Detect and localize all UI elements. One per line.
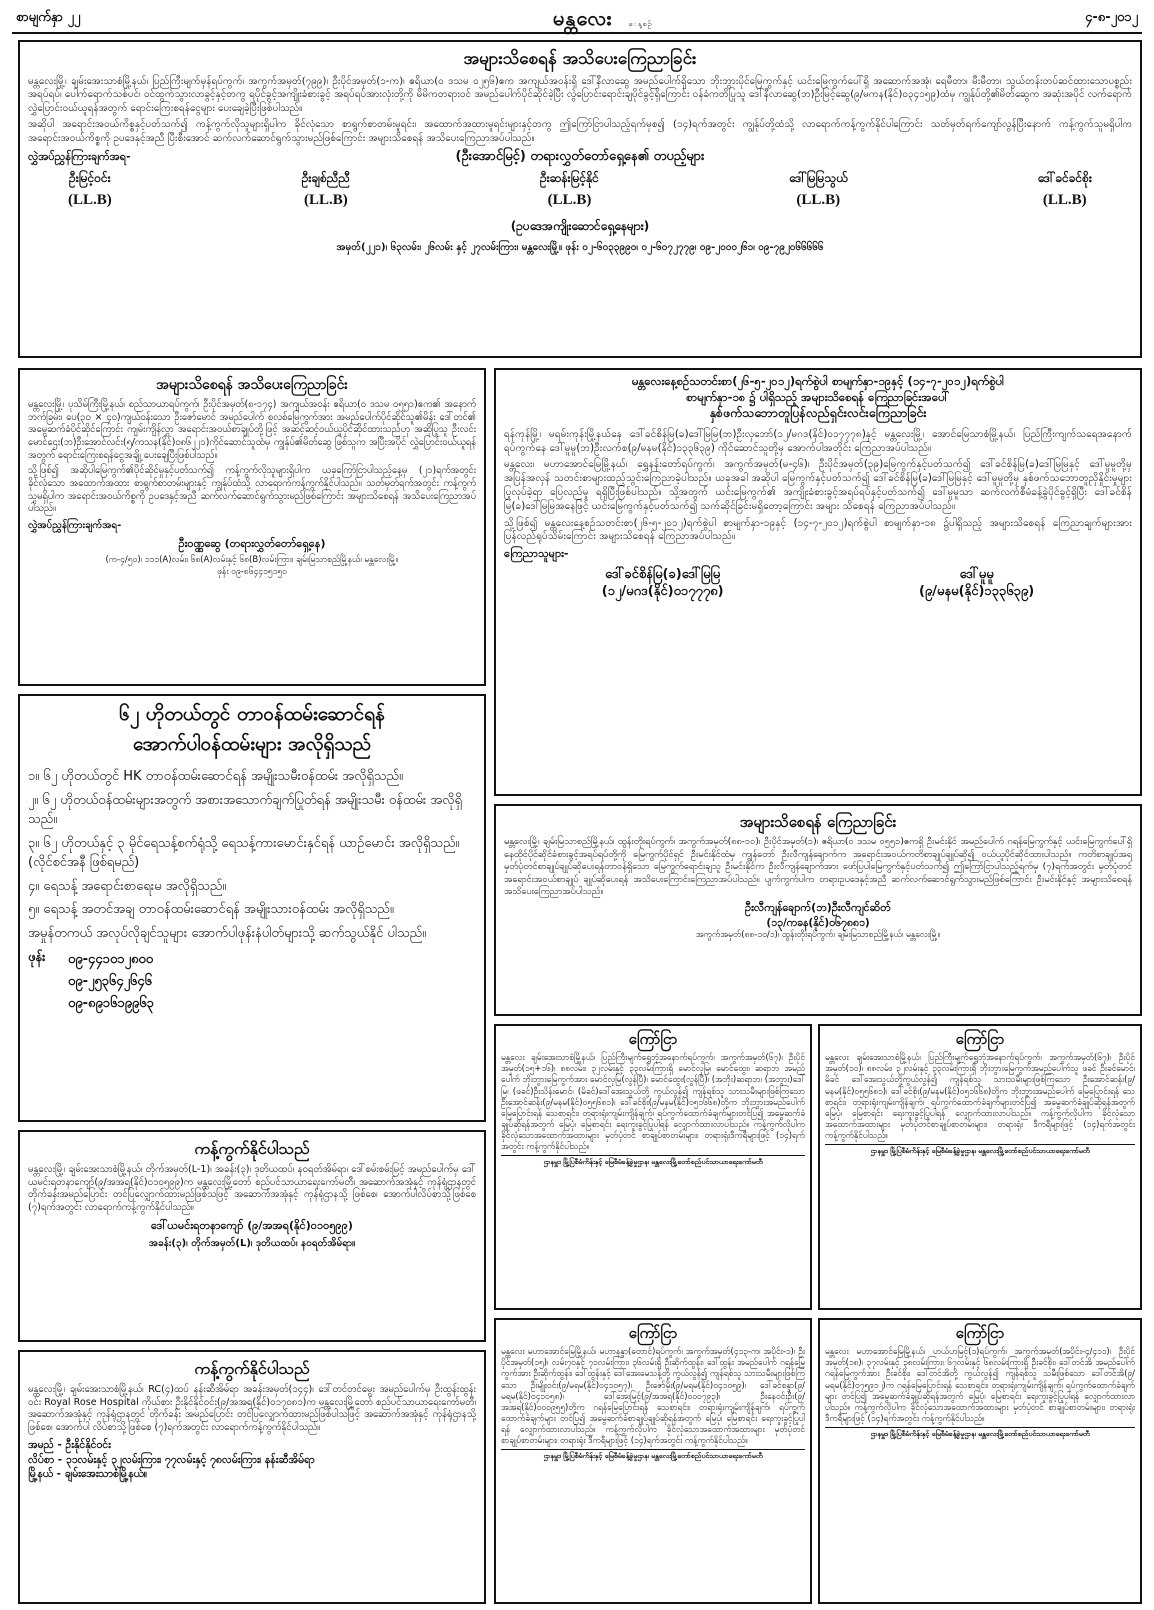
signer-address: (က-၄/၅၀)၊ ၁၁၁(A)လမ်း၊ ၆၈(A)လမ်းနှင့် ၆၈(B)လမ်းကြား၊ ချမ်းမြသာစည်မြို့နယ်၊ မန္တလေးမြို့။ — [105, 555, 399, 566]
lawyer-degree: (LL.B) — [68, 192, 112, 209]
retraction-heading: နှစ်ဖက်သဘောတူပြန်လည်ရှင်းလင်းကြေညာခြင်း — [709, 405, 927, 421]
small-ad — [494, 1318, 812, 1604]
lawyer-name: ဒေါ်မြမြသွယ် — [788, 170, 848, 185]
authorization-label: လွှဲအပ်ညွှန်ကြားချက်အရ- — [28, 149, 131, 163]
phone-list — [68, 949, 154, 1015]
lawyer-name: ဦးချစ်ညီညီ — [301, 170, 351, 185]
notice-paragraph: အဆိုပါ အရောင်းအဝယ်ကိစ္စနှင့်ပတ်သက်၍ ကန့်ကွက်လိုသူများရှိပါက ခိုင်လုံသော စာရွက်စာတမ်းမူရင်း၊ အထောက်အထားမူရင်းများနှင့်တကွ ဤကြော်ငြာပါသည့်ရက်မှစ၍ (၁၄)ရက်အတွင်း ကျွန်ုပ်တို့ထံသို့ လာရောက်ကန့်ကွက်နိုင်ပါကြောင်း သတ်မှတ်ရက်ကျော်လွန်ပြီးနောက် ကန့်ကွက်သူမရှိပါက အရောင်းအဝယ်ကိစ္စကို ဥပဒေနှင့်အညီ ပြီးစီးအောင် ဆက်လက်ဆောင်ရွက်သွားမည်ဖြစ်ကြောင်း အများသိစေရန် အသိပေးကြေညာအပ်ပါသည်။ — [28, 119, 1132, 144]
office-address: အမှတ်(၂၂၁)၊ ၆၃လမ်း၊ ၂၆လမ်း နှင့် ၂၇လမ်းကြား၊ မန္တလေးမြို့။ ဖုန်း ၀၂-၆၀၃၃၉၉၀၊ ၀၂-၆၀၇၂၇၇၉၊ ၀၉-၂၀၀၀၂၆၁၊ ၀၉-၇၉၂၀၆၆၆၆၆ — [336, 241, 824, 253]
notice-title: ကန့်ကွက်နိုင်ပါသည် — [194, 1139, 310, 1158]
notice-paragraph: မန္တလေးမြို့၊ ပုသိမ်ကြီးမြို့နယ်၊ စည်သာယာရပ်ကွက်၊ ဦးပိုင်အမှတ်(၈-၁၇၄) အကျယ်အဝန်း ဧရိယာ(၀ ဒသမ ၀၅၅၁)ဧက၏ အနောက်ဘက်ခြမ်း၊ ပေ(၃၀ × ၄၀)ကျယ်ဝန်းသော ဦးဇော်မောင် အမည်ပေါက် စလစ်မြေကွက်အား အမည်ပေါက်ပိုင်ဆိုင်သူ၏မိန်း ဒေါ်တင်၏ အမွေဆက်ခံပိုင်ဆိုင်ကြောင်း ကျမ်းကျိန်လွှာ အရောင်းအဝယ်စာချုပ်တို့ဖြင့် အဆင့်ဆင့်ဝယ်ယူပိုင်ဆိုင်ထားသည်ဟု အဆိုပြုသူ ဦးလင်းမောင်ဌေး(ဘ)ဦးအောင်လင်း(၅/ကသန(နိုင်)၀၈၆၂၂၁)ကိုင်ဆောင်သူထံမှ ကျွန်ုပ်၏မိတ်ဆွေ ဖြစ်သူက အပြီးအပိုင် လွှဲပြောင်းဝယ်ယူရန်အတွက် ရောင်းကြေးစရန်ငွေအချို့ ပေးချေပြီးဖြစ်ပါသည်။ — [28, 398, 476, 461]
logo-text: မန္တလေး — [552, 5, 613, 30]
announcer-id: (၉/မနမ(နိုင်)၁၃၃၆၃၉) — [919, 584, 1035, 600]
notice-paragraph: သို့ဖြစ်၍ အဆိုပါမြေကွက်၏ပိုင်ဆိုင်မှုနှင့်ပတ်သက်၍ ကန့်ကွက်လိုသူများရှိပါက ယခုကြော်ငြာပါသည့်နေ့မှ (၂၁)ရက်အတွင်း ခိုင်လုံသော အထောက်အထား စာရွက်စာတမ်းများနှင့် ကျွန်ုပ်ထံသို့ လာရောက်ကန့်ကွက်နိုင်ပါသည်။ သတ်မှတ်ရက်အတွင်း ကန့်ကွက်သူမရှိပါက အရောင်းအဝယ်ကိစ္စကို ဥပဒေနှင့်အညီ ဆက်လက်ဆောင်ရွက်သွားမည်ဖြစ်ကြောင်း အများသိစေရန် အသိပေးကြေညာအပ်ပါသည်။ — [28, 465, 476, 515]
small-ad-body: မန္တလေး မဟာအောင်မြေမြို့နယ်၊ ဟယ်ဟမြင့်(၁)ရပ်ကွက်၊ အကွက်အမှတ်(အပိုင်း-၄/၄၁၁)၊ ဦးပိုင်အမှတ်(၁၈)၊ ၃၇လမ်းနှင့် ၃၈လမ်းကြား၊ ၆၇လမ်းနှင့် ၆၈လမ်းကြားရှိ ဦးခင်စိုး၊ ဒေါ်တင်အိ အမည်ပေါက် ဂရန်မြေကွက်အား ဦးခင်စိုး၊ ဒေါ်တင်အိတို့ ကွယ်လွန်၍ ကျန်ရစ်သူ သမီးဖြစ်သော ဒေါ်တင်အိ(၉/မရမ(နိုင်)၀၇၅၉၁၂)က ဂရန်မြေပြောင်းရန် သေစာရင်း၊ တရားရုံးကျမ်းကျိန်ချက်၊ ရပ်ကွက်ထောက်ခံချက်များ တင်ပြ၍ အမွေဆက်ခံချုပ်ဆိုရန်အတွက် မြေပုံ၊ မြေစာရင်း ရေးကူးခွင့်ပြုပါရန် လျှောက်ထားလာပါသည်။ ကန့်ကွက်လိုပါက ခိုင်လုံသောအထောက်အထားများ မှတ်ပုံတင် စာချုပ်စာတမ်းများ၊ တရားရုံး ဒီကရီများဖြင့် (၁၄)ရက်အတွင်း ကန့်ကွက်နိုင်ပါသည်။ — [825, 1346, 1135, 1423]
job-ad-title: ၆၂ ဟိုတယ်တွင် တာဝန်ထမ်းဆောင်ရန် — [119, 703, 385, 725]
notice-public-announcement-3 — [494, 804, 1142, 1016]
small-ad-footer: ဌာနမှူး၊ မြို့ပြစီမံကိန်းနှင့် မြေစီမံခန့်ခွဲမှုဌာန၊ မန္တလေးမြို့တော်စည်ပင်သာယာရေးကော်မတီ — [501, 1449, 805, 1461]
announcer-name: ဒေါ်ခင်စိန်မြ(ခ)ဒေါ်မြမြ — [605, 566, 721, 582]
job-item: ၁။ ၆၂ ဟိုတယ်တွင် HK တာဝန်ထမ်းဆောင်ရန် အမျိုးသမီးဝန်ထမ်း အလိုရှိသည်။ — [28, 769, 403, 785]
lawyer-degree: (LL.B) — [547, 192, 592, 209]
job-item: အမှုန်တကယ် အလုပ်လိုချင်သူများ အောက်ပါဖုန်းနံပါတ်များသို့ ဆက်သွယ်နိုင် ပါသည်။ — [28, 925, 427, 941]
objection-notice-2 — [18, 1350, 486, 1604]
announcers — [504, 566, 1132, 601]
issue-date: ၄-၈-၂၀၁၂ — [1085, 10, 1138, 26]
lawyers-subtitle: (ဥပဒေအကျိုးဆောင်ရှေ့နေများ) — [510, 219, 650, 234]
announcer-id: (၁၂/မဂဒ(နိုင်)၀၁၇၇၇၈) — [601, 584, 724, 600]
applicant-name: အမည် - ဦးနိုင်နိုင်ဝင်း — [28, 1439, 111, 1452]
lawyer-degree: (LL.B) — [796, 192, 841, 209]
notice-title: အများသိစေရန် ကြေညာခြင်း — [739, 813, 897, 831]
law-office-name: (ဦးအောင်မြင့်) တရားလွှတ်တော်ရှေ့နေ၏ တပည့်များ — [455, 149, 705, 165]
announcer — [919, 566, 1034, 601]
lawyer-entry — [1038, 170, 1092, 210]
retraction-notice — [494, 368, 1142, 796]
small-ad-title: ကြော်ငြာ — [628, 1030, 678, 1048]
phone-number: ၀၉-၄၄၁၀၁၂၈၀၀ — [68, 952, 154, 968]
phone-number: ၀၉-၈၉၁၆၁၉၉၆၃ — [68, 996, 154, 1012]
small-ad — [818, 1318, 1142, 1604]
signer-address: အကွက်အမှတ်(၈၈-၁၀/၁)၊ ထွန်းတိုးရပ်ကွက်၊ ချမ်းမြသာစည်မြို့နယ်၊ မန္တလေးမြို့။ — [695, 930, 941, 941]
applicant-township: မြို့နယ် - ချမ်းအေးသာစံမြို့နယ်။ — [28, 1467, 148, 1480]
lawyer-list — [28, 170, 1132, 210]
job-item: ၄။ ရေသန့် အရောင်းစာရေးမ အလိုရှိသည်။ — [28, 878, 227, 894]
small-ad-footer: ဌာနမှူး၊ မြို့ပြစီမံကိန်းနှင့် မြေစီမံခန့်ခွဲမှုဌာန၊ မန္တလေးမြို့တော်စည်ပင်သာယာရေးကော်မတီ — [825, 1427, 1135, 1439]
lawyer-entry — [302, 170, 350, 210]
newspaper-logo — [541, 5, 653, 32]
objection-notice-1 — [18, 1130, 486, 1342]
retraction-heading: စာမျက်နှာ-၁၈ ၌ ပါရှိသည့် အများသိစေရန် ကြေညာခြင်းအပေါ် — [686, 389, 950, 404]
lawyer-degree: (LL.B) — [1042, 192, 1087, 209]
page-number: စာမျက်နှာ ၂၂ — [16, 10, 81, 26]
small-ad-title: ကြော်ငြာ — [628, 1324, 678, 1342]
lawyer-entry — [68, 170, 112, 210]
signer-phone: ဖုန်း ၀၉-၈၆၄၄၁၅၁၅၀ — [217, 566, 287, 577]
job-ad-subtitle: အောက်ပါဝန်ထမ်းများ အလိုရှိသည် — [132, 732, 372, 755]
small-ad-body: မန္တလေး မဟာအောင်မြေမြို့နယ်၊ မဟာနန္ဒာ(တောင်)ရပ်ကွက်၊ အကွက်အမှတ်(၄၁၃-က၊ အပိုင်း-၁)၊ ဦးပိုင်အမှတ်(၁၅)၊ လမ်း၇၀နှင့် ၇၁လမ်းကြား၊ ၃၆လမ်းရှိ ဦးဆိုက်ထွန်း၊ ဒေါ်ထွန်း အမည်ပေါက် ဂရန်မြေကွက်အား ဦးဆိုက်ထွန်း၊ ဒေါ်ထွန်းနှင့် ဒေါ်အေးမေသန့်တို့ ကွယ်လွန်၍ ကျန်ရစ်သူ သားသမီးများဖြစ်ကြသော ဦးမျိုးဝင်း(၉/မရမ(နိုင်)၀၄၁၀၅၇)၊ ဦးဇော်မိုး(၉/မရမ(နိုင်)၀၄၁၀၅၉)၊ ဒေါ်ခင်စန္ဒာ(၉/မရမ(နိုင်)၀၄၁၀၅၈)၊ ဒေါ်အေးမြင့်(၉/အအရ(နိုင်)၀၀၀၇၉၃)၊ ဦးနေဝင်းဦး(၉/အအရ(နိုင်)၀၀၀၉၅၅)တို့က ဂရန်မြေပြောင်းရန် သေစာရင်း၊ တရားရုံးကျမ်းကျိန်ချက်၊ ရပ်ကွက်ထောက်ခံချက်များ တင်ပြ၍ အမွေဆက်ခံစာချုပ်ချုပ်ဆိုရန်အတွက် မြေပုံ၊ မြေစာရင်း ရေးကူးခွင့်ပြုပါရန် လျှောက်ထားလာပါသည်။ ကန့်ကွက်လိုပါက ခိုင်လုံသောအထောက်အထားများ မှတ်ပုံတင် စာချုပ်စာတမ်းများ၊ တရားရုံး ဒီကရီများဖြင့် (၁၄)ရက်အတွင်း ကန့်ကွက်နိုင်ပါသည်။ — [501, 1346, 805, 1445]
lawyer-entry — [789, 170, 848, 210]
announcers-label: ကြေညာသူများ- — [504, 547, 569, 561]
signer-name: ဦးလီကျန်ချောက်(ဘ)ဦးလီကျင်ဆိတ် — [745, 901, 891, 915]
notice-public-announcement-1 — [18, 40, 1142, 358]
notice-paragraph: မန္တလေးမြို့၊ ချမ်းအေးသာစံမြို့နယ်၊ တိုက်အမှတ်(L-1)၊ အခန်း(၃)၊ ဒုတိယထပ်၊ နဝရတ်အိမ်ရာ၊ ဒေါ်စမ်းစမ်းမြင့် အမည်ပေါက်မှ ဒေါ်ယမင်းရတနာကျော်(၉/အအရ(နိုင်)၀၁၀၅၉၉)က မန္တလေးမြို့တော် စည်ပင်သာယာရေးကော်မတီ၊ အဆောက်အအုံနှင့် ကုန်ရုံဌာနတွင် တိုက်ခန်းအမည်ပြောင်း တင်ပြလျှောက်ထားမည်ဖြစ်သဖြင့် အဆောက်အအုံနှင့် ကုန်ရုံဌာနသို့ ဖြစ်စေ၊ အောက်ပါလိပ်စာသို့ဖြစ်စေ (၇)ရက်အတွင်း လာရောက်ကန့်ကွက်နိုင်ပါသည်။ — [28, 1163, 476, 1214]
signer-name: ဦးဝဏ္ဏဆွေ (တရားလွှတ်တော်ရှေ့နေ) — [178, 536, 326, 550]
small-ad-title: ကြော်ငြာ — [955, 1030, 1005, 1048]
announcer — [602, 566, 724, 601]
job-item: ၃။ ၆၂ ဟိုတယ်နှင့် ၃ မိုင်ရေသန့်စက်ရုံသို့ ရေသန့်ကားမောင်းနှင်ရန် ယာဉ်မောင်း အလိုရှိသည်။ (လိုင်စင်အနီ ဖြစ်ရမည်) — [28, 835, 460, 871]
signer-id: (၁၃/ကခန(နိုင်)၀၆၇၈၈၁) — [766, 917, 870, 930]
signer-name: ဒေါ်ယမင်းရတနာကျော် (၉/အအရ(နိုင်)၀၁၀၅၉၉) — [151, 1219, 353, 1233]
notice-paragraph: ရန်ကုန်မြို့၊ မရမ်းကုန်းမြို့နယ်နေ ဒေါ်ခင်စိန်မြ(ခ)ဒေါ်မြမြ(ဘ)ဦးလှဘော်(၁၂/မဂဒ(နိုင်)၀၁၇၇၇၈)နှင့် မန္တလေးမြို့၊ အောင်မြေသာစံမြို့နယ်၊ ပြည်ကြီးကျက်သရေအနောက်ရပ်ကွက်နေ ဒေါ်မူမူ(ဘ)ဦးလက်စ(၉/မနမ(နိုင်)၁၃၃၆၃၉) ကိုင်ဆောင်သူတို့မှ အောက်ပါအတိုင်း ကြေညာအပ်ပါသည်။ — [504, 428, 1132, 454]
announcer-name: ဒေါ်မူမူ — [959, 566, 994, 582]
notice-paragraph: သို့ဖြစ်၍ မန္တလေးနေ့စဉ်သတင်းစာ(၂၆-၅-၂၀၁၂)ရက်စွဲပါ စာမျက်နှာ-၁၉နှင့် (၁၄-၇-၂၀၁၂)ရက်စွဲပါ စာမျက်နှာ-၁၈ ၌ပါရှိသည့် အများသိစေရန် ကြေညာချက်များအား ပြန်လည်ရုပ်သိမ်းကြောင်း အများသိစေရန် ကြေညာအပ်ပါသည်။ — [504, 517, 1132, 543]
small-ad — [818, 1024, 1142, 1310]
lawyer-entry — [540, 170, 599, 210]
small-ad-body: မန္တလေး ချမ်းအေးသာစံမြို့နယ်၊ ပြည်ကြီးမျက်ရွှေဘုံအနောက်ရပ်ကွက်၊ အကွက်အမှတ်(၆၇)၊ ဦးပိုင်အမှတ်(၁၀)၊ ၈၈လမ်း၊ ၃၂လမ်းနှင့် ၃၃လမ်းကြားရှိ ဘိုးဘွားမြေကွက်အမည်ပေါက်သူ ဖခင် ဦးခင်မောင်၊ မိခင် ဒေါ်အေးသွယ်တို့ကွယ်လွန်၍ ကျန်ရစ်သူ သားသမီးများဖြစ်ကြသော ဦးအောင်ဆန်း(၉/မနမ(နိုင်)၀၅၅၆၈၁)၊ ဒေါ်ခင်စိုး(၉/မနမ(နိုင်)၀၅၁၆၆၈)တို့က ဘိုးဘွားအမည်ပေါက် မြေပြောင်းရန် သေစာရင်း၊ တရားရုံးကျမ်းကျိန်ချက်၊ ရပ်ကွက်ထောက်ခံချက်များတင်ပြ၍ အမွေဆက်ခံချုပ်ဆိုရန်အတွက် မြေပုံ၊ မြေစာရင်း ရေးကူးခွင့်ပြုပါရန် လျှောက်ထားလာပါသည်။ ကန့်ကွက်လိုပါက ခိုင်လုံသောအထောက်အထားများ မှတ်ပုံတင်စာချုပ်စာတမ်းများ၊ တရားရုံး ဒီကရီများဖြင့် (၁၄)ရက်အတွင်း ကန့်ကွက်နိုင်ပါသည်။ — [825, 1052, 1135, 1140]
notice-paragraph: မန္တလေးမြို့၊ ချမ်းမြသာစည်မြို့နယ်၊ ထွန်းတိုးရပ်ကွက်၊ အကွက်အမှတ်(၈၈-၁၀)၊ ဦးပိုင်အမှတ်(၁)၊ ဧရိယာ(၀ ဒသမ ၀၅၅၁)ဧကရှိ ဦးမင်းနိုင် အမည်ပေါက် ဂရန်မြေကွက်နှင့် ယင်းမြေကွက်ပေါ်ရှိ နေထိုင်ပိုင်ဆိုင်ခံစားခွင့်အရပ်ရပ်တို့ကို မြေကွက်ပိုင်ရှင် ဦးမင်းနိုင်ထံမှ ကျွန်တော် ဦးလီကျန်ချောက်က အရောင်းအဝယ်ကတိစာချုပ်ချုပ်ဆို၍ ဝယ်ယူပိုင်ဆိုင်ထားပါသည်။ ကတိစာချုပ်အရ မှတ်ပုံတင်စာချုပ်ချုပ်ဆိုပေးရန်တာဝန်ရှိသော မြေကွက်ရောင်းချသူ ဦးမင်းနိုင်က ဦးလီကျန်ချောက်အား ဖော်ပြပါမြေကွက်နှင့်ပတ်သက်၍ ဤကြော်ငြာပါသည့်ရက်မှ (၇)ရက်အတွင်း မှတ်ပုံတင်အရောင်းအဝယ်စာချုပ် ချုပ်ဆိုပေးရန် အသိပေးကြောင်းကြေညာအပ်ပါသည်။ ပျက်ကွက်ပါက တရားဥပဒေနှင့်အညီ ဆက်လက်ဆောင်ရွက်သွားမည်ဖြစ်ကြောင်း ဦးမင်းနိုင်နှင့် အများသိစေရန် အသိပေးကြေညာအပ်ပါသည်။ — [504, 836, 1132, 897]
phone-label: ဖုန်း — [28, 950, 46, 966]
small-ad — [494, 1024, 812, 1310]
small-ad-body: မန္တလေး ချမ်းအေးသာစံမြို့နယ်၊ ပြည်ကြီးမျက်ရွှေဘုံအနောက်ရပ်ကွက်၊ အကွက်အမှတ်(၆၇)၊ ဦးပိုင်အမှတ်(၁၅+၁၆)၊ ၈၈လမ်း၊ ၃၂လမ်းနှင့် ၃၃လမ်းကြားရှိ မောင်လှမြ၊ မောင်ထွေး၊ ဆရာဘ အမည်ပေါက် ဘိုးဘွားမြေကွက်အား မောင်လှမြ(လွန်ပြီ)၊ မောင်ထွေး(လွန်ပြီ)၊ (အဘိုး)ဆရာဘ၊ (အဘွား)ဒေါ်မြ၊ (ဖခင်)ဦးသိန်းမောင်၊ (မိခင်)ဒေါ်အေးသွယ်တို့ ကွယ်လွန်၍ ကျန်ရစ်သူ သားသမီးများဖြစ်ကြသော ဦးအောင်ဆန်း(၉/မနမ(နိုင်)၀၅၅၆၈၁)၊ ဒေါ်ခင်စိုး(၉/မနမ(နိုင်)၀၅၁၆၆၈)တို့က ဘိုးဘွားအမည်ပေါက်မြေပြောင်းရန် သေစာရင်း၊ တရားရုံးကျမ်းကျိန်ချက်၊ ရပ်ကွက်ထောက်ခံချက်များတင်ပြ၍ အမွေဆက်ခံချုပ်ဆိုရန်အတွက် မြေပုံ၊ မြေစာရင်း ရေးကူးခွင့်ပြုပါရန် လျှောက်ထားလာပါသည်။ ကန့်ကွက်လိုပါက ခိုင်လုံသောအထောက်အထားများ မှတ်ပုံတင် စာချုပ်စာတမ်းများ၊ တရားရုံးဒီကရီများဖြင့် (၁၄)ရက်အတွင်း ကန့်ကွက်နိုင်ပါသည်။ — [501, 1052, 805, 1151]
small-ad-footer: ဌာနမှူး၊ မြို့ပြစီမံကိန်းနှင့် မြေစီမံခန့်ခွဲမှုဌာန၊ မန္တလေးမြို့တော်စည်ပင်သာယာရေးကော်မတီ — [501, 1155, 805, 1167]
job-item: ၂။ ၆၂ ဟိုတယ်ဝန်ထမ်းများအတွက် အစားအသောက်ချက်ပြုတ်ရန် အမျိုးသမီး ဝန်ထမ်း အလိုရှိသည်။ — [28, 792, 462, 828]
job-item: ၅။ ရေသန့် အတင်အချ တာဝန်ထမ်းဆောင်ရန် အမျိုးသားဝန်ထမ်း အလိုရှိသည်။ — [28, 902, 394, 918]
notice-title: အများသိစေရန် အသိပေးကြေညာခြင်း — [156, 377, 348, 393]
authorization-label: လွှဲအပ်ညွှန်ကြားချက်အရ- — [28, 520, 122, 532]
notice-public-announcement-2 — [18, 368, 486, 686]
notice-paragraph: မန္တလေး၊ မဟာအောင်မြေမြို့နယ်၊ ရွှေနန်းတော်ရပ်ကွက်၊ အကွက်အမှတ်(မ-၄၆)၊ ဦးပိုင်အမှတ်(၃၉)မြေကွက်နှင့်ပတ်သက်၍ ဒေါ်ခင်စိန်မြ(ခ)ဒေါ်မြမြနှင့် ဒေါ်မူမူတို့မှ အပြန်အလှန် သတင်းစာများထည့်သွင်းကြေညာခဲ့ပါသည်။ ယခုအခါ အဆိုပါ မြေကွက်နှင့်ပတ်သက်၍ ဒေါ်ခင်စိန်မြ(ခ)ဒေါ်မြမြနှင့် ဒေါ်မူမူတို့မှ နှစ်ဖက်သဘောတူညှိနှိုင်းမှုများပြုလုပ်ခဲ့ရာ ပြေလည်မှု ရရှိပြီးဖြစ်ပါသည်။ သို့အတွက် ယင်းမြေကွက်၏ အကျိုးခံစားခွင့်အရပ်ရပ်နှင့်ပတ်သက်၍ ဒေါ်မူမူသာ ဆက်လက်စီမံခန့်ခွဲပိုင်ခွင့်ရှိပြီး ဒေါ်ခင်စိန်မြ(ခ)ဒေါ်မြမြအနေဖြင့် ယင်းမြေကွက်နှင့်ပတ်သက်၍ သက်ဆိုင်ခြင်းမရှိတော့ကြောင်း အများ သိစေရန် ကြေညာအပ်ပါသည်။ — [504, 459, 1132, 512]
lawyer-name: ဦးဆန်းမြင့်နိုင် — [540, 170, 599, 185]
signer-address: အခန်း(၃)၊ တိုက်အမှတ်(L)၊ ဒုတိယထပ်၊ နဝရတ်အိမ်ရာ။ — [148, 1238, 356, 1250]
small-ad-title: ကြော်ငြာ — [955, 1324, 1005, 1342]
lawyer-degree: (LL.B) — [304, 192, 348, 209]
notice-paragraph: မန္တလေးမြို့၊ ချမ်းအေးသာစံမြို့နယ်၊ RC(၄)ထပ် နန်းဆီအိမ်ရာ အခန်းအမှတ်(၁၄၄)၊ ဒေါ်တင်တင်မွေး အမည်ပေါက်မှ ဦးထွန်းထွန်းဝင်း Royal Rose Hospital ကိုယ်စား ဦးနိုင်နိုင်ဝင်း(၉/အအရ(နိုင်)၀၁၇၀၈၁)က မန္တလေးမြို့တော် စည်ပင်သာယာရေးကော်မတီ၊ အဆောက်အအုံနှင့် ကုန်ရုံဌာနတွင် တိုက်ခန်း အမည်ပြောင်း တင်ပြလျှောက်ထားမည်ဖြစ်ပါသဖြင့် အဆောက်အအုံနှင့် ကုန်ရုံဌာနသို့ဖြစ်စေ၊ အောက်ပါ လိပ်စာသို့ဖြစ်စေ (၇)ရက်အတွင်း လာရောက်ကန့်ကွက်နိုင်ပါသည်။ — [28, 1383, 476, 1434]
logo-subtext: ေန့စဥ် — [628, 20, 653, 29]
phone-number: ၀၉-၂၅၃၆၄၂၆၄၆ — [68, 974, 152, 990]
notice-title: အများသိစေရန် အသိပေးကြေညာခြင်း — [463, 49, 697, 69]
job-advertisement — [18, 694, 486, 1122]
retraction-heading: မန္တလေးနေ့စဉ်သတင်းစာ(၂၆-၅-၂၀၁၂)ရက်စွဲပါ စာမျက်နှာ-၁၉နှင့် (၁၄-၇-၂၀၁၂)ရက်စွဲပါ — [631, 374, 1005, 388]
notice-paragraph: မန္တလေးမြို့၊ ချမ်းအေးသာစံမြို့နယ်၊ ပြည်ကြီးမျက်မှန်ရပ်ကွက်၊ အကွက်အမှတ်(၇၉၉)၊ ဦးပိုင်အမှတ်(၁-က)၊ ဧရိယာ(၀ ဒသမ ၀၂၅၆)ဧက အကျယ်အဝန်းရှိ ဒေါ်နီလာဆွေ အမည်ပေါက်ရှိသော ဘိုးဘွားပိုင်မြေကွက်နှင့် ယင်းမြေကွက်ပေါ်ရှိ အဆောက်အအုံ၊ ရေမီတာ၊ မီးမီတာ၊ သွယ်တန်းတပ်ဆင်ထားသောပစ္စည်းအရပ်ရပ်၊ ပေါက်ရောက်သစ်ပင်၊ ဝင်ထွက်သွားလာခွင့်နှင့်တကွ ရပိုင်ခွင့်အကျိုးခံစားခွင့် အရပ်ရပ်အားလုံးတို့ကို မိမိကတရားဝင် အမည်ပေါက်ပိုင်ဆိုင်ခဲ့ပြီး လွဲပြောင်းရောင်းချပိုင်ခွင့်ရှိကြောင်း ဝန်ခံကတိပြုသူ ဒေါ်နီလာဆွေ(ဘ)ဦးမြင့်ဆွေ(၉/မကန(နိုင်)၀၃၄၁၅၉)ထံမှ ကျွန်ုပ်တို့၏မိတ်ဆွေက အဆုံးအပိုင် လက်ရောက်လွှဲပြောင်းဝယ်ယူရန်အတွက် ရောင်းကြေးစရန်ငွေများ ပေးချေခဲ့ပြီးဖြစ်ပါသည်။ — [28, 75, 1132, 114]
small-ad-footer: ဌာနမှူး၊ မြို့ပြစီမံကိန်းနှင့် မြေစီမံခန့်ခွဲမှုဌာန၊ မန္တလေးမြို့တော်စည်ပင်သာယာရေးကော်မတီ — [825, 1144, 1135, 1156]
lawyer-name: ဦးမြင့်ဝင်း — [69, 170, 111, 185]
notice-title: ကန့်ကွက်နိုင်ပါသည် — [194, 1359, 310, 1378]
lawyer-name: ဒေါ်ခင်ခင်စိုး — [1037, 170, 1092, 185]
masthead — [12, 4, 1142, 34]
applicant-address: လိပ်စာ - ၃၁လမ်းနှင့် ၃၂လမ်းကြား၊ ၇၇လမ်းနှင့် ၇၈လမ်းကြား၊ နန်းဆီအိမ်ရာ — [28, 1453, 315, 1466]
